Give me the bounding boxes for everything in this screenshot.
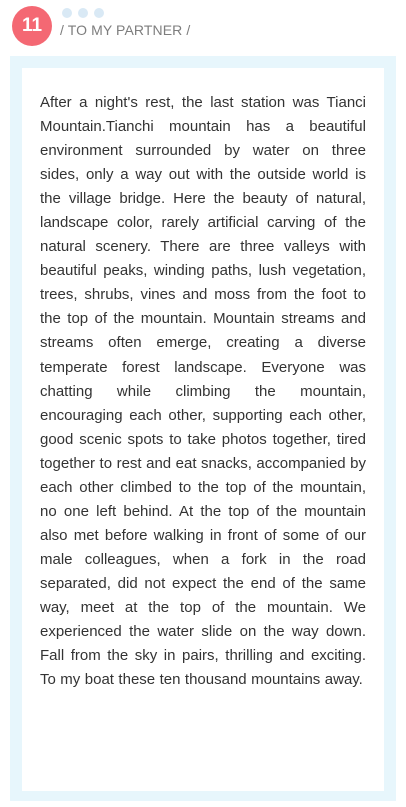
section-header: [12, 5, 392, 47]
story-paragraph: After a night's rest, the last station was Tianci Mountain.Tianchi mountain has a beautiful environment surrounded by water on three sides, only a way out with the outside world is the village bridge. Here the beauty of natural, landscape color, rarely artificial carving of the natural scenery. There are three valleys with beautiful peaks, winding paths, lush vegetation, trees, shrubs, vines and moss from the foot to the top of the mountain. Mountain streams and streams often emerge, creating a diverse temperate forest landscape. Everyone was chatting while climbing the mountain, encouraging each other, supporting each other, good scenic spots to take photos together, tired together to rest and eat snacks, accompanied by each other climbed to the top of the mountain, no one left behind. At the top of the mountain also met before walking in front of some of our male colleagues, when a fork in the road separated, did not expect the end of the same way, meet at the top of the mountain. We experienced the water slide on the way down. Fall from the sky in pairs, thrilling and exciting. To my boat these ten thousand mountains away.: [40, 94, 366, 689]
section-number-badge: 11: [12, 6, 52, 46]
decorative-dots: [62, 8, 104, 18]
story-card: [22, 68, 384, 791]
section-title: / TO MY PARTNER /: [60, 22, 191, 38]
dot-icon: [78, 8, 88, 18]
content-frame: [10, 56, 396, 801]
dot-icon: [94, 8, 104, 18]
dot-icon: [62, 8, 72, 18]
